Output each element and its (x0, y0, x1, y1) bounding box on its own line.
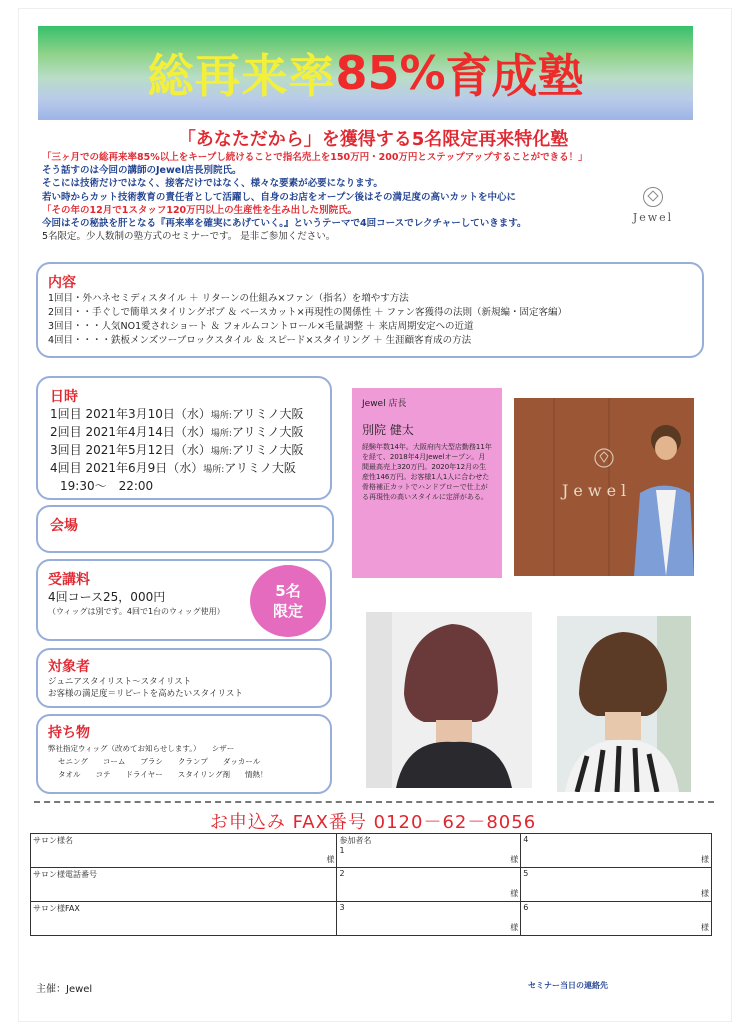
row-number: 2 (339, 869, 345, 878)
participant-4-field[interactable] (521, 834, 712, 868)
row-number: 4 (523, 835, 529, 844)
participant-2-field[interactable] (337, 868, 521, 902)
participant-6-field[interactable] (521, 902, 712, 936)
items-heading: 持ち物 (48, 725, 90, 741)
schedule-row (50, 406, 318, 424)
row-number: 5 (523, 869, 529, 878)
intro-line: 「三ヶ月での総再来率85%以上をキープし続けることで指名売上を150万円・200万円とステップアップすることができる！」 (42, 152, 588, 163)
title-part3: 育成塾 (445, 49, 584, 103)
sama-label: 様 (701, 855, 709, 864)
participant-5-field[interactable] (521, 868, 712, 902)
schedule-date: 4回目 2021年6月9日（水） (50, 461, 204, 475)
intro-text (42, 151, 642, 243)
content-line: 2回目・・手ぐしで簡単スタイリングボブ ＆ ベースカット×再現性の関係性 ＋ ファン客獲得の法則（新規編・固定客編） (48, 307, 567, 318)
content-line: 1回目・外ハネセミディスタイル ＋ リターンの仕組み×ファン（指名）を増やす方法 (48, 293, 409, 304)
row-number: 3 (339, 903, 345, 912)
schedule-row (50, 424, 318, 442)
title-part2: 85% (335, 46, 446, 100)
subtitle: 「あなただから」を獲得する5名限定再来特化塾 (177, 129, 569, 150)
form-row (31, 868, 712, 902)
items-box (36, 714, 332, 794)
place-label: 場所: (203, 465, 225, 475)
photo-sign-text: Jewel (562, 481, 632, 500)
title-part1: 総再来率 (147, 49, 336, 103)
fee-note: （ウィッグは別です。4回で1台のウィッグ使用） (48, 607, 225, 616)
title-banner (38, 26, 693, 120)
target-line: ジュニアスタイリスト～スタイリスト (48, 677, 192, 687)
target-line: お客様の満足度＝リピートを高めたいスタイリスト (48, 689, 243, 699)
sama-label: 様 (326, 855, 335, 864)
hairstyle-photo-short (557, 616, 691, 792)
form-row (31, 902, 712, 936)
place-label: 場所: (210, 411, 232, 421)
items-line: 弊社指定ウィッグ（改めてお知らせします。） シザー (48, 744, 235, 753)
venue-box (36, 505, 334, 553)
place-name: アリミノ大阪 (224, 461, 296, 475)
schedule-row (50, 442, 318, 460)
badge-line: 5名 (275, 582, 301, 600)
sama-label: 様 (510, 855, 519, 864)
intro-line: そう話すのは今回の講師のJewel店長別院氏。 (42, 165, 242, 177)
field-label: 参加者名 (339, 836, 372, 845)
field-label: サロン様FAX (33, 904, 80, 913)
content-line: 3回目・・・人気NO1愛されショート ＆ フォルムコントロール×毛量調整 ＋ 来店周期安定への近道 (48, 321, 474, 332)
profile-name: 別院 健太 (362, 423, 414, 437)
jewel-logo (618, 187, 688, 224)
schedule-date: 2回目 2021年4月14日（水） (50, 425, 211, 439)
sama-label: 様 (510, 889, 519, 898)
salon-tel-field[interactable] (31, 868, 337, 902)
intro-line: 今回はその秘訣を肝となる『再来率を確実にあげていく。』というテーマで4回コースでレクチャーしていきます。 (42, 218, 527, 230)
field-label: サロン様名 (33, 836, 73, 845)
schedule-time: 19:30～ 22:00 (60, 479, 154, 493)
schedule-row (50, 460, 318, 478)
schedule-heading: 日時 (50, 389, 78, 405)
field-label: サロン様電話番号 (33, 870, 97, 879)
content-heading: 内容 (48, 275, 76, 291)
badge-line: 限定 (272, 602, 303, 620)
sama-label: 様 (701, 923, 709, 932)
salon-name-field[interactable] (31, 834, 337, 868)
sama-label: 様 (701, 889, 709, 898)
place-name: アリミノ大阪 (231, 425, 304, 439)
schedule-date: 3回目 2021年5月12日（水） (50, 443, 211, 457)
salon-fax-field[interactable] (31, 902, 337, 936)
application-form (30, 833, 712, 936)
content-box (36, 262, 704, 358)
profile-card (352, 388, 502, 578)
sama-label: 様 (510, 923, 519, 932)
profile-title: Jewel 店長 (362, 399, 407, 409)
stylist-photo (514, 398, 694, 576)
participant-3-field[interactable] (337, 902, 521, 936)
cut-line (34, 801, 714, 803)
place-label: 場所: (210, 429, 232, 439)
profile-text: 経験年数14年。大阪府内大型店勤務11年を経て、2018年4月Jewelオープン。月間最高売上320万円。2020年12月の生産性146万円。お客様1人1人に合わせた骨格補正カットでハンドブローで仕上がる再現性の高いスタイルに定評がある。 (362, 443, 492, 501)
venue-heading: 会場 (50, 518, 78, 534)
fax-number: お申込み FAX番号 0120－62－8056 (209, 812, 537, 833)
items-line: セニング コーム ブラシ クランプ ダッカール (58, 757, 261, 766)
fee-heading: 受講料 (48, 572, 90, 588)
target-box (36, 648, 332, 708)
place-label: 場所: (210, 447, 232, 457)
target-heading: 対象者 (48, 659, 90, 675)
intro-line: 「その年の12月で1スタッフ120万円以上の生産性を生み出した別院氏。 (42, 204, 358, 216)
seminar-contact: セミナー当日の連絡先 (528, 981, 608, 990)
intro-line: そこには技術だけではなく、接客だけではなく、様々な要素が必要になります。 (42, 178, 383, 190)
intro-line: 若い時からカット技術教育の責任者として活躍し、自身のお店をオープン後はその満足度の高いカットを中心に (42, 191, 516, 203)
limited-badge (250, 565, 326, 637)
logo-word: Jewel (632, 211, 674, 224)
content-line: 4回目・・・・鉄板メンズツーブロックスタイル ＆ スピード×スタイリング ＋ 生涯顧客育成の方法 (48, 335, 472, 346)
row-number: 1 (339, 846, 345, 855)
form-row (31, 834, 712, 868)
place-name: アリミノ大阪 (231, 443, 304, 457)
intro-line: 5名限定。少人数制の塾方式のセミナーです。 是非ご参加ください。 (42, 231, 336, 243)
schedule-date: 1回目 2021年3月10日（水） (50, 407, 211, 421)
schedule-box (36, 376, 332, 500)
hairstyle-photo-bob (366, 612, 532, 788)
fee-price: 4回コース25，000円 (48, 590, 166, 604)
diamond-icon (643, 187, 663, 207)
row-number: 6 (523, 903, 529, 912)
items-line: タオル コテ ドライヤー スタイリング剤 情熱！ (58, 770, 268, 779)
place-name: アリミノ大阪 (231, 407, 304, 421)
participant-1-field[interactable] (337, 834, 521, 868)
sponsor: 主催：Jewel (36, 984, 93, 995)
